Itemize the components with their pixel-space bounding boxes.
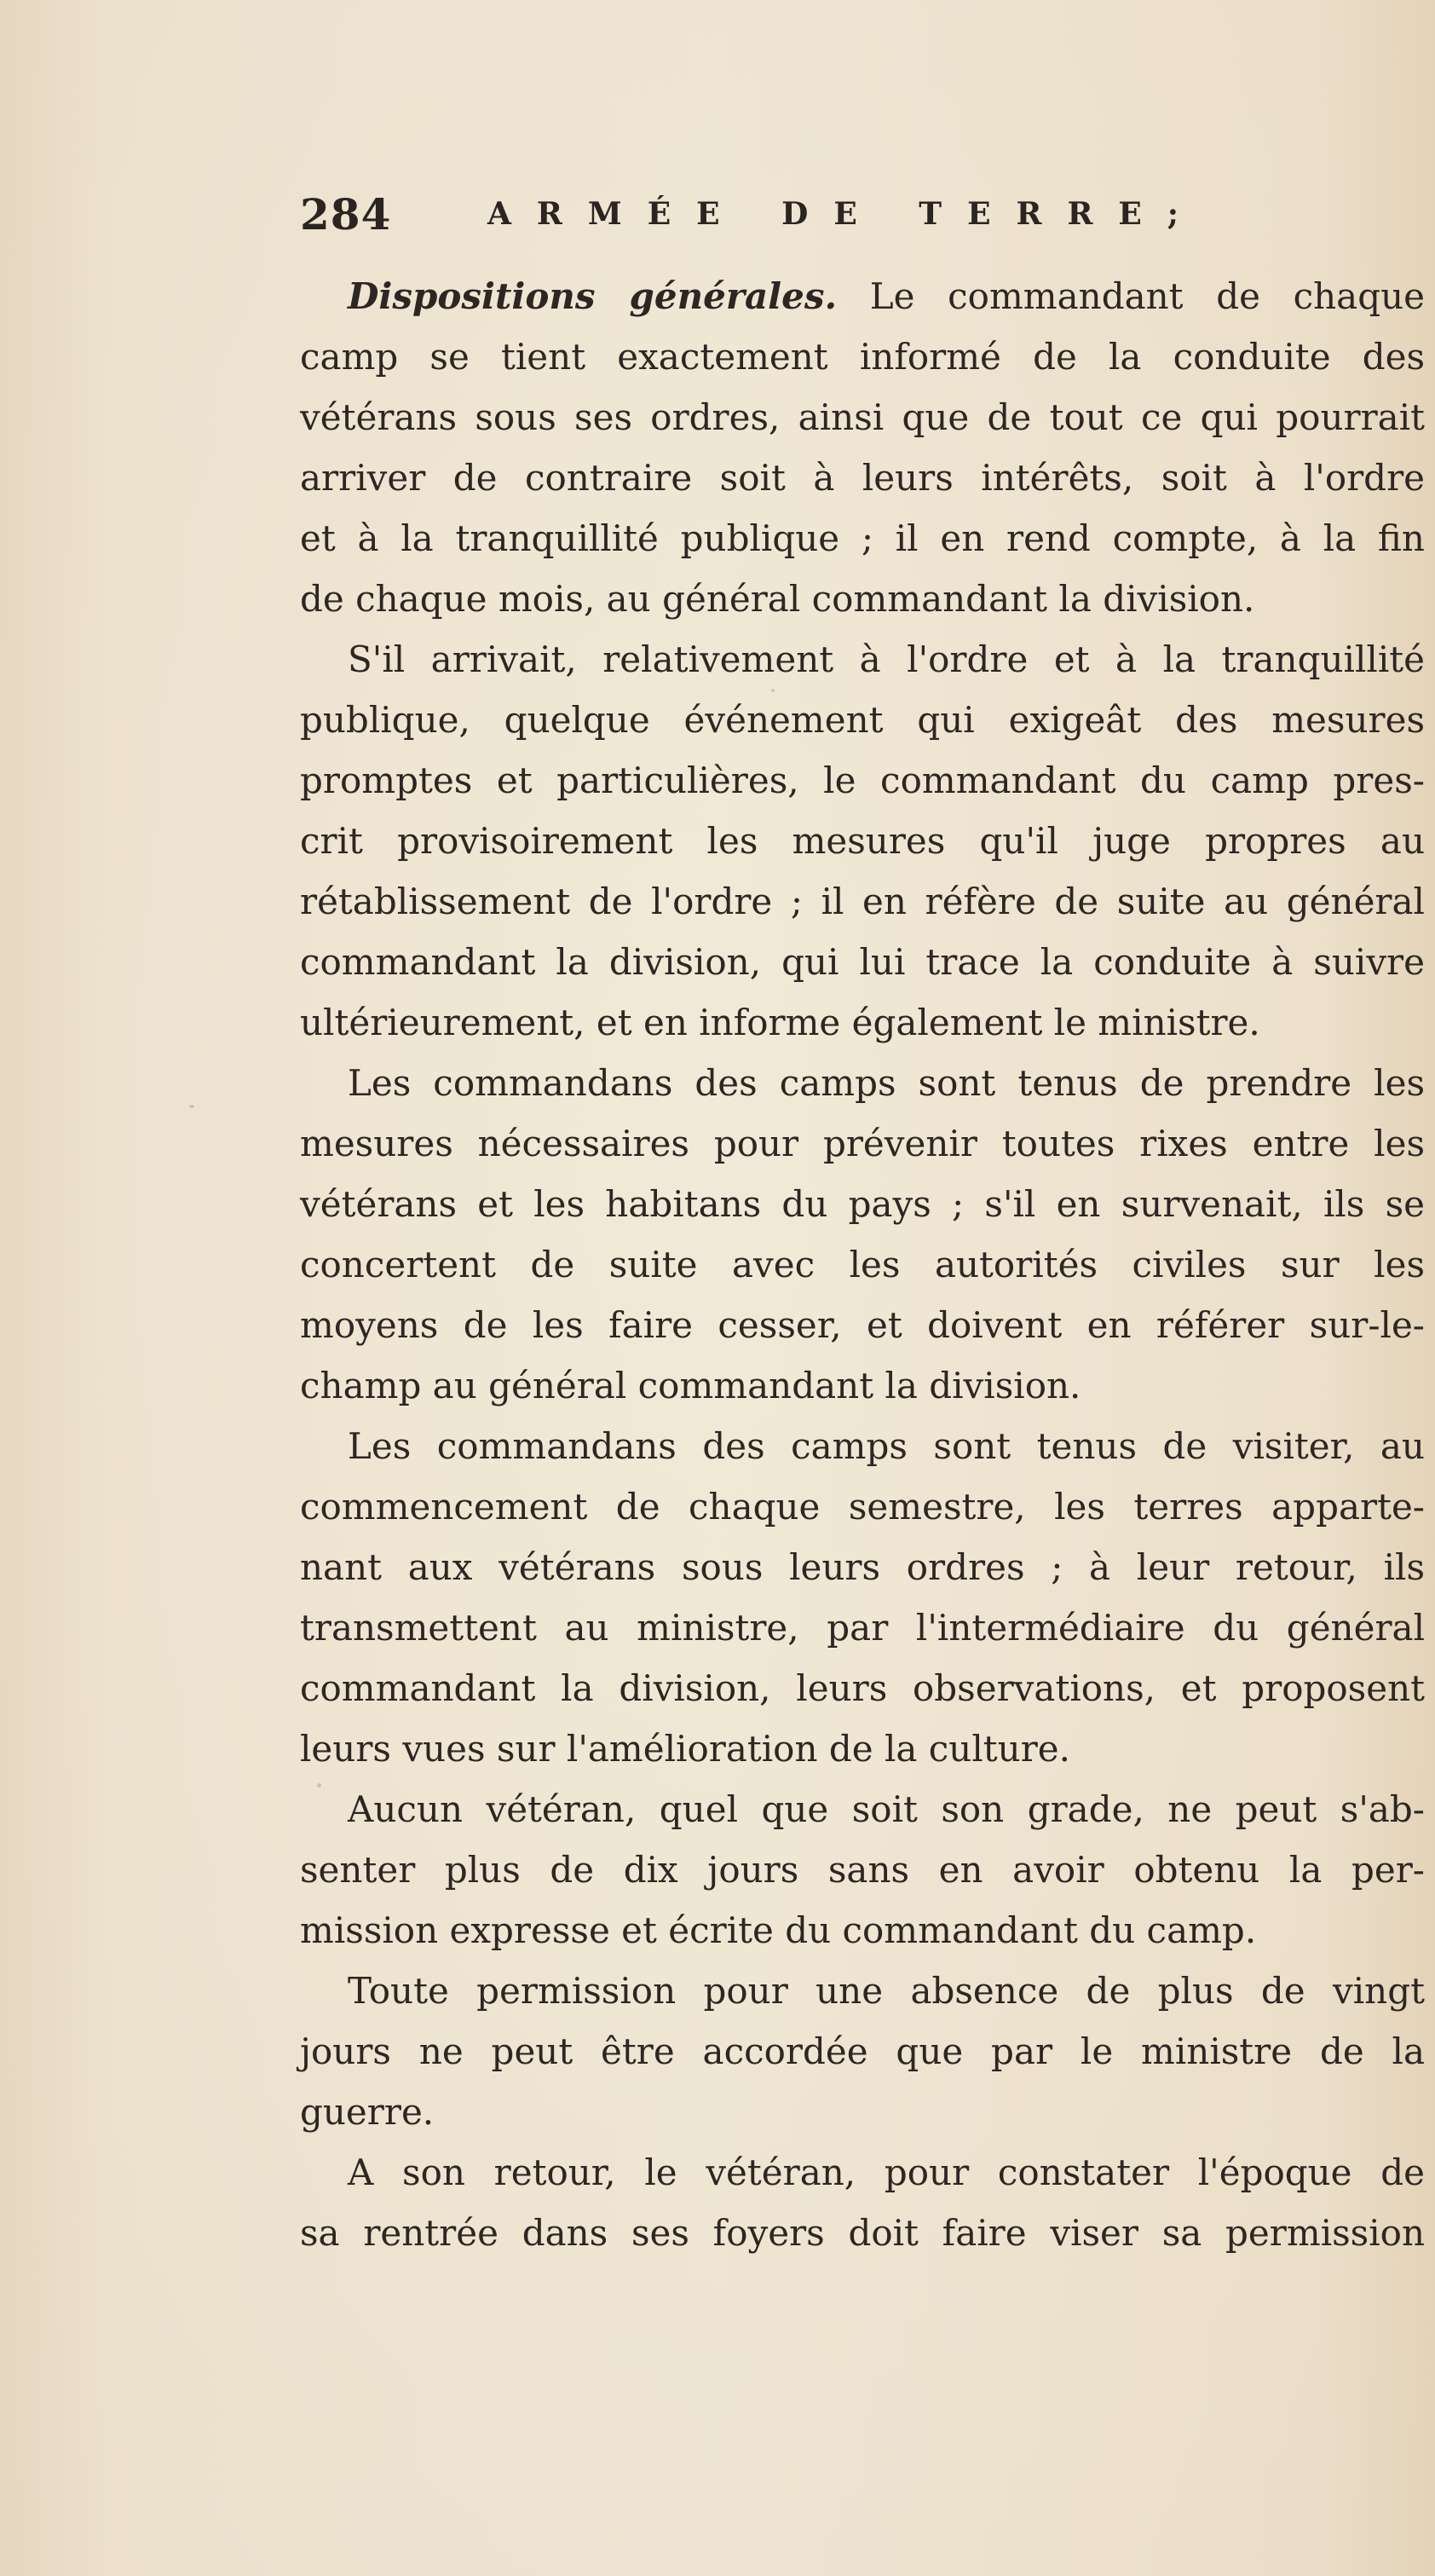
text-line: camp se tient exactement informé de la conduite des	[300, 336, 1425, 378]
paper-speck	[189, 1105, 194, 1108]
text-line: promptes et particulières, le commandant du camp pres-	[300, 760, 1425, 801]
text-line: commandant la division, qui lui trace la conduite à suivre	[300, 941, 1425, 983]
page-number: 284	[300, 189, 392, 240]
text-line: leurs vues sur l'amélioration de la culture.	[300, 1728, 1070, 1770]
text-line: transmettent au ministre, par l'intermédiaire du général	[300, 1607, 1425, 1649]
text-line: moyens de les faire cesser, et doivent en référer sur-le-	[300, 1304, 1425, 1346]
text-line: de chaque mois, au général commandant la division.	[300, 578, 1255, 620]
text-line: nant aux vétérans sous leurs ordres ; à leur retour, ils	[300, 1546, 1425, 1588]
text-line: jours ne peut être accordée que par le ministre de la	[300, 2030, 1425, 2072]
text-line: publique, quelque événement qui exigeât des mesures	[300, 699, 1425, 741]
text-line: senter plus de dix jours sans en avoir obtenu la per-	[300, 1849, 1425, 1891]
page-header	[300, 189, 1425, 249]
text-line: rétablissement de l'ordre ; il en réfère de suite au général	[300, 881, 1425, 922]
text-line: vétérans sous ses ordres, ainsi que de tout ce qui pourrait	[300, 396, 1425, 438]
text-line: A son retour, le vétéran, pour constater l'époque de	[348, 2151, 1425, 2193]
text-line: Les commandans des camps sont tenus de prendre les	[348, 1062, 1425, 1104]
text-line: crit provisoirement les mesures qu'il juge propres au	[300, 820, 1425, 862]
text-line: vétérans et les habitans du pays ; s'il en survenait, ils se	[300, 1183, 1425, 1225]
text-line: commencement de chaque semestre, les terres apparte-	[300, 1486, 1425, 1528]
paper-speck	[771, 689, 775, 692]
text-line: mission expresse et écrite du commandant du camp.	[300, 1909, 1257, 1951]
text-line: Aucun vétéran, quel que soit son grade, ne peut s'ab-	[348, 1788, 1425, 1830]
text-line: guerre.	[300, 2091, 435, 2133]
text-line: S'il arrivait, relativement à l'ordre et à la tranquillité	[348, 638, 1425, 680]
section-heading: Dispositions générales.	[348, 275, 838, 317]
text-line: Les commandans des camps sont tenus de visiter, au	[348, 1425, 1425, 1467]
text-line: champ au général commandant la division.	[300, 1365, 1081, 1406]
text-line: commandant la division, leurs observations, et proposent	[300, 1667, 1425, 1709]
text-line: Dispositions générales. Le commandant de chaque	[348, 275, 1425, 317]
text-line: ultérieurement, et en informe également le ministre.	[300, 1002, 1260, 1043]
paper-speck	[317, 1783, 321, 1788]
text-line: sa rentrée dans ses foyers doit faire viser sa permission	[300, 2212, 1425, 2254]
text-line: et à la tranquillité publique ; il en rend compte, à la fin	[300, 517, 1425, 559]
text-line: Toute permission pour une absence de plus de vingt	[348, 1970, 1425, 2012]
text-line: concertent de suite avec les autorités civiles sur les	[300, 1244, 1425, 1285]
text-line: mesures nécessaires pour prévenir toutes rixes entre les	[300, 1123, 1425, 1164]
text-line: arriver de contraire soit à leurs intérêts, soit à l'ordre	[300, 457, 1425, 499]
running-head: ARMÉE DE TERRE;	[487, 196, 1205, 232]
